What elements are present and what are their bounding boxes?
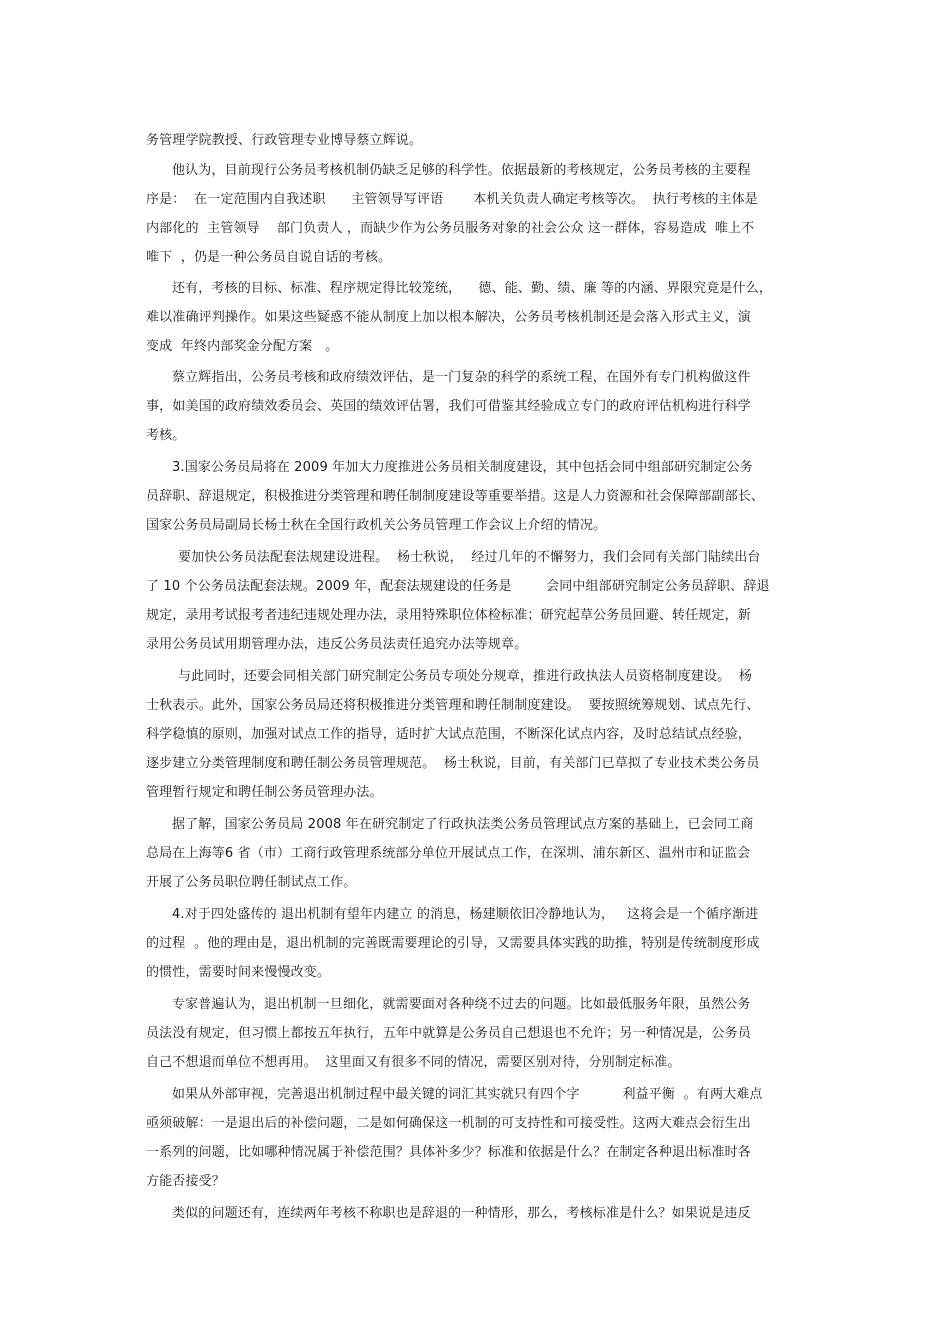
text-line: 员辞职、辞退规定，积极推进分类管理和聘任制制度建设等重要举措。这是人力资源和社会保障部副部长、 [146,489,765,504]
text-line: 了 10 个公务员法配套法规。2009 年，配套法规建设的任务是 会同中组部研究制定公务员辞职、辞退 [146,579,770,594]
text-line: 录用公务员试用期管理办法，违反公务员法责任追究办法等规章。 [146,637,528,652]
text-line: 难以准确评判操作。如果这些疑惑不能从制度上加以根本解决，公务员考核机制还是会落入形式主义，演 [146,310,751,325]
text-line: 管理暂行规定和聘任制公务员管理办法。 [146,785,383,800]
text-line: 的惯性，需要时间来慢慢改变。 [146,965,331,980]
text-line: 事，如美国的政府绩效委员会、英国的绩效评估署，我们可借鉴其经验成立专门的政府评估机构进行科学 [146,399,751,414]
text-line: 序是： 在一定范围内自我述职 主管领导写评语 本机关负责人确定考核等次。 执行考核的主体是 [146,192,758,207]
text-line: 士秋表示。此外，国家公务员局还将积极推进分类管理和聘任制制度建设。 要按照统筹规划、试点先行、 [146,698,760,713]
text-line: 唯下 ，仍是一种公务员自说自话的考核。 [146,250,392,265]
text-line: 方能否接受？ [146,1174,225,1189]
text-line: 内部化的 主管领导 部门负责人 ，而缺少作为公务员服务对象的社会公众 这一群体，容易造成 唯上不 [146,221,755,236]
text-line: 的过程 。他的理由是，退出机制的完善既需要理论的引导，又需要具体实践的助推，特别是传统制度形成 [146,936,760,951]
text-line: 员法没有规定，但习惯上都按五年执行，五年中就算是公务员自己想退也不允许；另一种情况是，公务员 [146,1026,751,1041]
text-line: 开展了公务员职位聘任制试点工作。 [146,875,357,890]
text-line: 类似的问题还有，连续两年考核不称职也是辞退的一种情形，那么，考核标准是什么？如果说是违反 [172,1206,751,1221]
text-line: 逐步建立分类管理制度和聘任制公务员管理规范。 杨士秋说，目前，有关部门已草拟了专业技术类公务员 [146,756,760,771]
text-line: 规定，录用考试报考者违纪违规处理办法，录用特殊职位体检标准；研究起草公务员回避、转任规定，新 [146,608,751,623]
text-line: 要加快公务员法配套法规建设进程。 杨士秋说， 经过几年的不懈努力，我们会同有关部门陆续出台 [178,550,761,565]
text-line: 亟须破解：一是退出后的补偿问题，二是如何确保这一机制的可支持性和可接受性。这两大难点会衍生出 [146,1116,751,1131]
text-line: 3.国家公务员局将在 2009 年加大力度推进公务员相关制度建设，其中包括会同中组部研究制定公务 [172,460,753,475]
text-line: 总局在上海等6 省（市）工商行政管理系统部分单位开展试点工作，在深圳、浦东新区、温州市和证监会 [146,846,751,861]
text-line: 考核。 [146,428,186,443]
text-line: 科学稳慎的原则，加强对试点工作的指导，适时扩大试点范围，不断深化试点内容，及时总结试点经验， [146,727,751,742]
text-line: 如果从外部审视，完善退出机制过程中最关键的词汇其实就只有四个字 利益平衡 。有两大难点 [172,1087,763,1102]
text-line: 国家公务员局副局长杨士秋在全国行政机关公务员管理工作会议上介绍的情况。 [146,518,607,533]
text-line: 专家普遍认为，退出机制一旦细化，就需要面对各种绕不过去的问题。比如最低服务年限，虽然公务 [172,997,751,1012]
text-line: 一系列的问题，比如哪种情况属于补偿范围？具体补多少？标准和依据是什么？在制定各种退出标准时各 [146,1145,751,1160]
text-line: 自己不想退而单位不想再用。 这里面又有很多不同的情况，需要区别对待，分别制定标准。 [146,1055,681,1070]
text-line: 据了解，国家公务员局 2008 年在研究制定了行政执法类公务员管理试点方案的基础上，已会同工商 [172,817,754,832]
text-line: 与此同时，还要会同相关部门研究制定公务员专项处分规章，推进行政执法人员资格制度建设。 杨 [178,669,753,684]
text-line: 蔡立辉指出，公务员考核和政府绩效评估，是一门复杂的科学的系统工程，在国外有专门机构做这件 [172,370,751,385]
text-line: 4.对于四处盛传的 退出机制有望年内建立 的消息，杨建顺依旧冷静地认为， 这将会是一个循序渐进 [172,907,759,922]
text-line: 还有，考核的目标、标准、程序规定得比较笼统， 德、能、勤、绩、廉 等的内涵、界限究竟是什么， [172,281,773,296]
text-line: 变成 年终内部奖金分配方案 。 [146,339,339,354]
text-line: 务管理学院教授、行政管理专业博导蔡立辉说。 [146,133,423,148]
text-line: 他认为，目前现行公务员考核机制仍缺乏足够的科学性。依据最新的考核规定，公务员考核的主要程 [172,163,751,178]
